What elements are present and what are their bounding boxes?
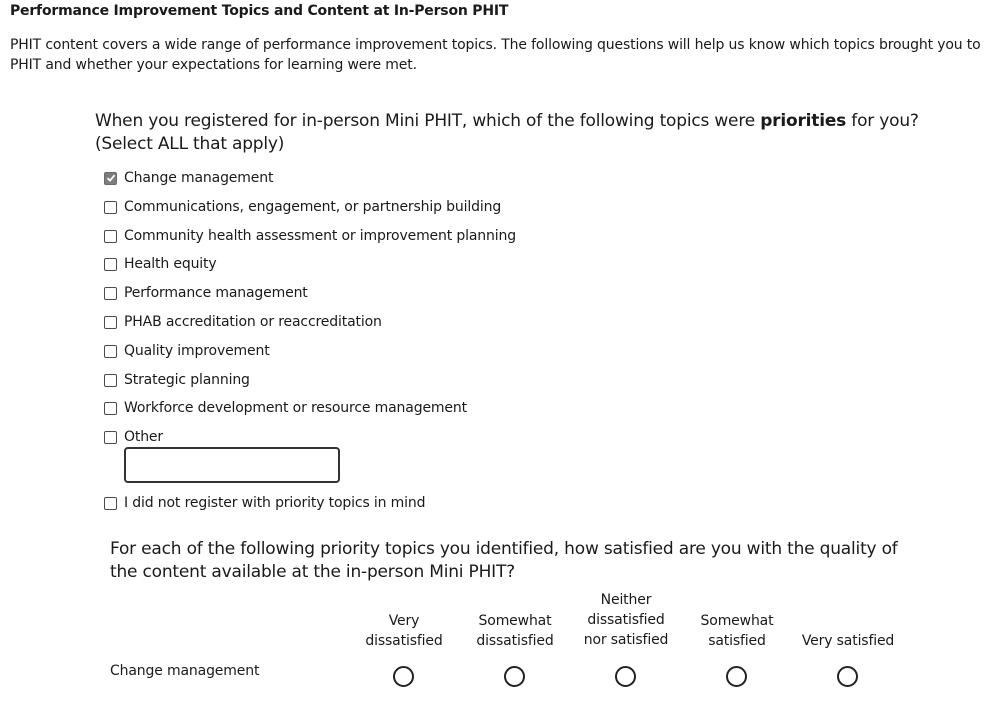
option-label: Health equity	[124, 256, 217, 272]
radio-neither[interactable]	[615, 666, 636, 687]
option-label: Performance management	[124, 285, 308, 301]
checkbox-icon[interactable]	[104, 258, 117, 271]
option-quality-improvement[interactable]	[104, 341, 270, 361]
checkbox-icon[interactable]	[104, 345, 117, 358]
checkbox-checked-icon[interactable]	[104, 172, 117, 185]
option-label: Communications, engagement, or partnership building	[124, 199, 502, 215]
column-header-line: Somewhat	[478, 613, 552, 629]
option-phab-accreditation[interactable]	[104, 312, 382, 332]
column-header-very-dissatisfied	[362, 611, 446, 651]
matrix-row-label: Change management	[110, 663, 260, 679]
option-label: Change management	[124, 170, 274, 186]
option-no-priority[interactable]	[104, 493, 425, 513]
column-header-line: dissatisfied	[587, 612, 665, 628]
checkbox-icon[interactable]	[104, 402, 117, 415]
radio-somewhat-satisfied[interactable]	[726, 666, 747, 687]
column-header-line: nor satisfied	[583, 632, 669, 648]
option-label: Quality improvement	[124, 343, 270, 359]
option-label: I did not register with priority topics in mind	[124, 495, 426, 511]
option-other[interactable]	[104, 427, 163, 447]
column-header-line: Very	[388, 613, 420, 629]
option-strategic-planning[interactable]	[104, 370, 250, 390]
option-change-management[interactable]	[104, 168, 273, 188]
question-text-part: for you? (Select ALL that apply)	[95, 111, 919, 154]
column-header-line: dissatisfied	[476, 633, 554, 649]
checkbox-icon[interactable]	[104, 230, 117, 243]
question-satisfaction: For each of the following priority topics you identified, how satisfied are you with the quality of the content available at the in-person Mini PHIT?	[110, 539, 898, 582]
option-label: Other	[124, 429, 164, 445]
column-header-somewhat-satisfied	[696, 611, 778, 651]
option-label: Workforce development or resource management	[124, 400, 467, 416]
option-performance-management[interactable]	[104, 283, 308, 303]
column-header-line: Neither	[600, 592, 652, 608]
question-priority-topics	[95, 110, 925, 156]
radio-very-dissatisfied[interactable]	[393, 666, 414, 687]
column-header-somewhat-dissatisfied	[472, 611, 558, 651]
question-text-part: When you registered for in-person Mini PHIT, which of the following topics were	[95, 111, 761, 131]
section-title: Performance Improvement Topics and Content at In-Person PHIT	[10, 3, 509, 19]
column-header-neither	[580, 590, 672, 650]
column-header-very-satisfied	[796, 631, 900, 651]
option-communications[interactable]	[104, 197, 501, 217]
column-header-line: satisfied	[708, 633, 766, 649]
column-header-line: Somewhat	[700, 613, 774, 629]
option-community-health[interactable]	[104, 226, 516, 246]
radio-somewhat-dissatisfied[interactable]	[504, 666, 525, 687]
option-health-equity[interactable]	[104, 254, 217, 274]
radio-very-satisfied[interactable]	[837, 666, 858, 687]
checkbox-icon[interactable]	[104, 374, 117, 387]
option-label: Strategic planning	[124, 372, 250, 388]
section-intro: PHIT content covers a wide range of performance improvement topics. The following questions will help us know which topics brought you to PHIT and whether your expectations for learning were met.	[10, 37, 981, 73]
option-label: Community health assessment or improvement planning	[124, 228, 516, 244]
checkbox-icon[interactable]	[104, 287, 117, 300]
checkbox-icon[interactable]	[104, 497, 117, 510]
question-emphasis: priorities	[760, 111, 847, 131]
checkbox-icon[interactable]	[104, 316, 117, 329]
column-header-line: Very satisfied	[801, 633, 895, 649]
column-header-line: dissatisfied	[365, 633, 443, 649]
option-workforce-development[interactable]	[104, 398, 467, 418]
other-text-input[interactable]	[124, 447, 340, 483]
checkbox-icon[interactable]	[104, 431, 117, 444]
option-label: PHAB accreditation or reaccreditation	[124, 314, 382, 330]
checkbox-icon[interactable]	[104, 201, 117, 214]
